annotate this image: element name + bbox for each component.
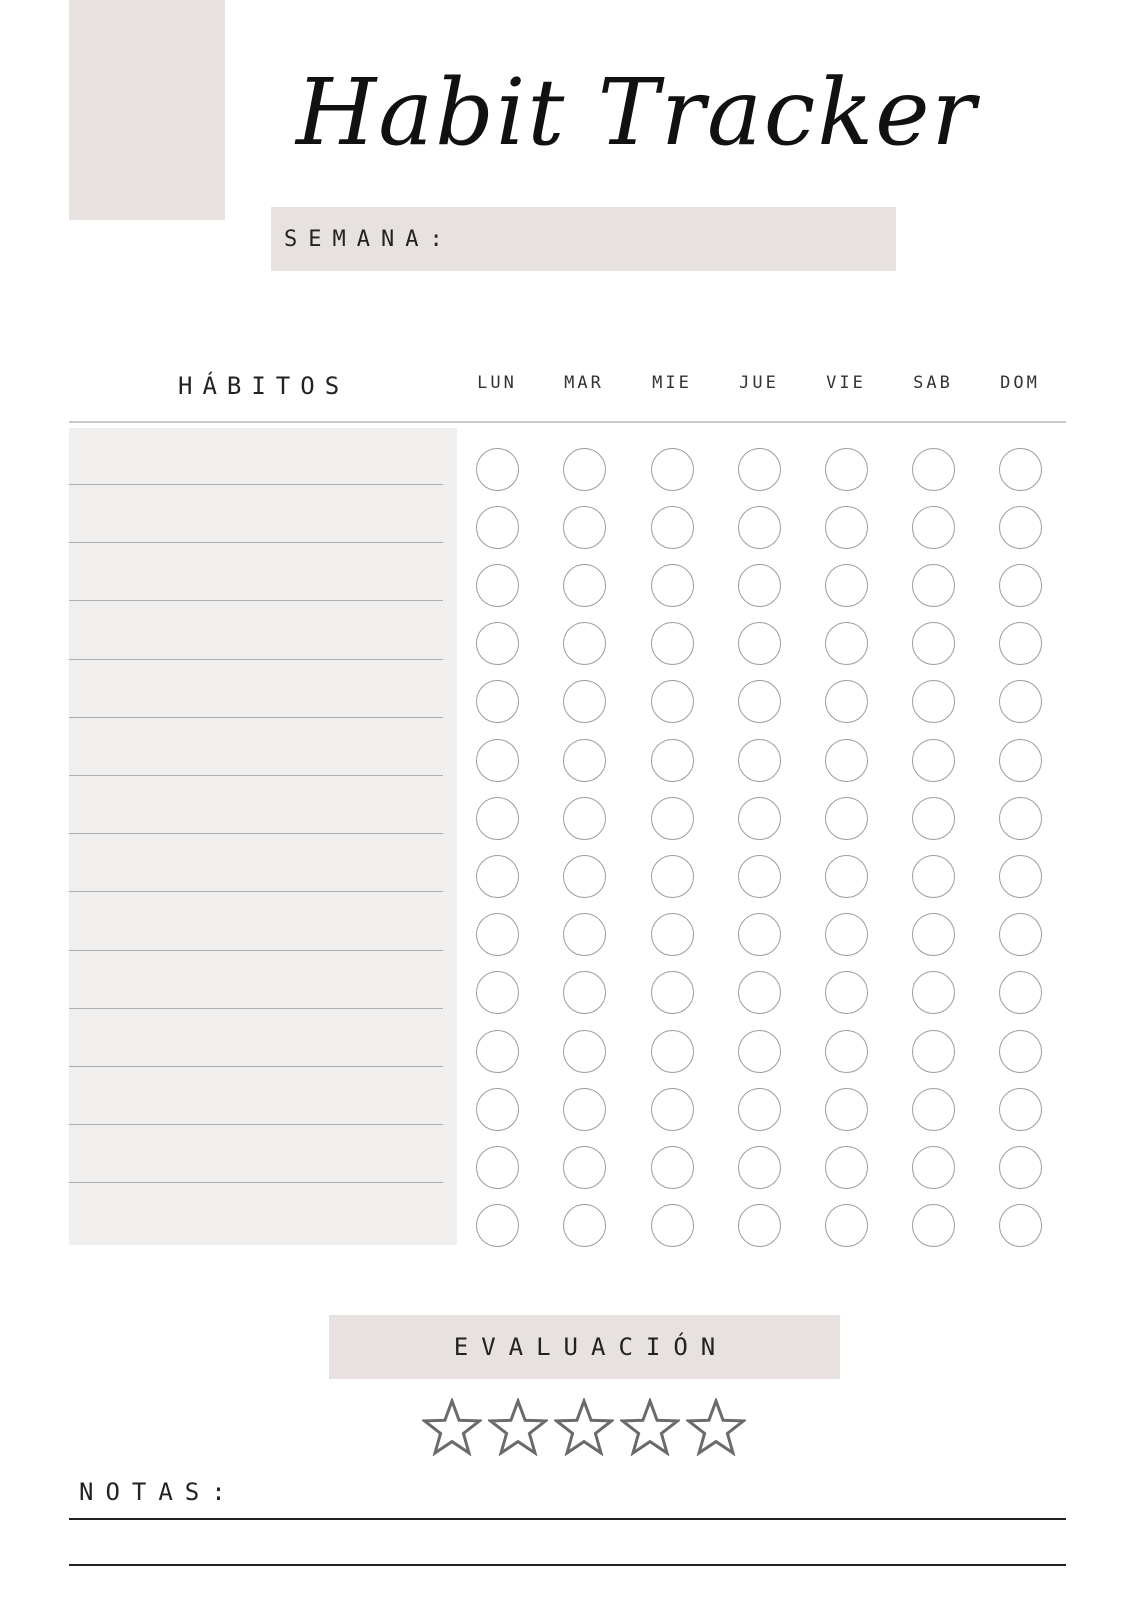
habit-check-vie-circle-icon[interactable]	[825, 855, 868, 898]
habit-check-vie-circle-icon[interactable]	[825, 1204, 868, 1247]
day-header-jue: JUE	[739, 373, 779, 393]
habit-check-lun-circle-icon[interactable]	[476, 1146, 519, 1189]
habit-input[interactable]	[75, 504, 439, 542]
habit-input[interactable]	[75, 970, 439, 1008]
habit-row	[69, 851, 443, 892]
habit-list-panel	[69, 428, 457, 1245]
habit-check-sab-circle-icon[interactable]	[912, 797, 955, 840]
habit-check-dom-circle-icon[interactable]	[999, 1204, 1042, 1247]
habit-row	[69, 444, 443, 485]
rating-star-icon[interactable]	[554, 1398, 614, 1456]
habit-check-lun-circle-icon[interactable]	[476, 448, 519, 491]
habit-check-vie-circle-icon[interactable]	[825, 971, 868, 1014]
habit-check-jue-circle-icon[interactable]	[738, 622, 781, 665]
habit-input[interactable]	[75, 853, 439, 891]
day-header-lun: LUN	[477, 373, 517, 393]
habit-check-mar-circle-icon[interactable]	[563, 855, 606, 898]
habit-check-vie-circle-icon[interactable]	[825, 1146, 868, 1189]
habit-check-mar-circle-icon[interactable]	[563, 1146, 606, 1189]
habit-check-sab-circle-icon[interactable]	[912, 1088, 955, 1131]
habit-check-mie-circle-icon[interactable]	[651, 971, 694, 1014]
habit-check-lun-circle-icon[interactable]	[476, 797, 519, 840]
habit-check-dom-circle-icon[interactable]	[999, 564, 1042, 607]
habit-input[interactable]	[75, 562, 439, 600]
habit-check-mar-circle-icon[interactable]	[563, 913, 606, 956]
habit-check-mie-circle-icon[interactable]	[651, 1204, 694, 1247]
habit-check-sab-circle-icon[interactable]	[912, 1030, 955, 1073]
day-headers	[452, 373, 1072, 403]
habit-check-lun-circle-icon[interactable]	[476, 622, 519, 665]
habit-check-sab-circle-icon[interactable]	[912, 1146, 955, 1189]
habit-check-dom-circle-icon[interactable]	[999, 506, 1042, 549]
habit-check-lun-circle-icon[interactable]	[476, 680, 519, 723]
habit-input[interactable]	[75, 737, 439, 775]
habit-row	[69, 793, 443, 834]
habit-input[interactable]	[75, 446, 439, 484]
habit-check-jue-circle-icon[interactable]	[738, 1146, 781, 1189]
habit-check-sab-circle-icon[interactable]	[912, 855, 955, 898]
habit-row	[69, 910, 443, 951]
notes-label: NOTAS:	[79, 1478, 238, 1506]
habit-input[interactable]	[75, 795, 439, 833]
habit-check-mar-circle-icon[interactable]	[563, 1030, 606, 1073]
habit-check-jue-circle-icon[interactable]	[738, 506, 781, 549]
habit-check-mar-circle-icon[interactable]	[563, 1088, 606, 1131]
habit-check-sab-circle-icon[interactable]	[912, 680, 955, 723]
habit-check-sab-circle-icon[interactable]	[912, 564, 955, 607]
habit-check-mie-circle-icon[interactable]	[651, 622, 694, 665]
habit-check-grid	[452, 428, 1072, 1258]
habit-input[interactable]	[75, 1203, 439, 1241]
habit-check-mie-circle-icon[interactable]	[651, 680, 694, 723]
habit-check-mie-circle-icon[interactable]	[651, 564, 694, 607]
habit-check-mar-circle-icon[interactable]	[563, 622, 606, 665]
habit-check-jue-circle-icon[interactable]	[738, 1088, 781, 1131]
habit-check-jue-circle-icon[interactable]	[738, 739, 781, 782]
rating-star-icon[interactable]	[686, 1398, 746, 1456]
habit-check-sab-circle-icon[interactable]	[912, 971, 955, 1014]
habit-check-jue-circle-icon[interactable]	[738, 680, 781, 723]
habit-check-mie-circle-icon[interactable]	[651, 448, 694, 491]
habit-check-vie-circle-icon[interactable]	[825, 680, 868, 723]
habit-check-sab-circle-icon[interactable]	[912, 506, 955, 549]
habit-check-dom-circle-icon[interactable]	[999, 797, 1042, 840]
habit-check-mar-circle-icon[interactable]	[563, 739, 606, 782]
habit-check-sab-circle-icon[interactable]	[912, 622, 955, 665]
habit-check-lun-circle-icon[interactable]	[476, 913, 519, 956]
habit-check-jue-circle-icon[interactable]	[738, 797, 781, 840]
habit-check-lun-circle-icon[interactable]	[476, 564, 519, 607]
habit-check-vie-circle-icon[interactable]	[825, 564, 868, 607]
habit-check-dom-circle-icon[interactable]	[999, 1088, 1042, 1131]
habit-check-jue-circle-icon[interactable]	[738, 564, 781, 607]
habit-check-mar-circle-icon[interactable]	[563, 564, 606, 607]
habit-check-vie-circle-icon[interactable]	[825, 913, 868, 956]
habit-check-vie-circle-icon[interactable]	[825, 506, 868, 549]
habit-check-mie-circle-icon[interactable]	[651, 739, 694, 782]
habit-check-mie-circle-icon[interactable]	[651, 913, 694, 956]
habit-check-lun-circle-icon[interactable]	[476, 739, 519, 782]
habit-check-vie-circle-icon[interactable]	[825, 622, 868, 665]
week-label: SEMANA:	[284, 226, 454, 252]
week-field-bar	[271, 207, 896, 271]
habit-check-mar-circle-icon[interactable]	[563, 506, 606, 549]
habit-check-vie-circle-icon[interactable]	[825, 1030, 868, 1073]
habit-check-dom-circle-icon[interactable]	[999, 1030, 1042, 1073]
habit-check-mar-circle-icon[interactable]	[563, 1204, 606, 1247]
rating-star-icon[interactable]	[488, 1398, 548, 1456]
habit-check-mar-circle-icon[interactable]	[563, 971, 606, 1014]
habit-check-dom-circle-icon[interactable]	[999, 971, 1042, 1014]
day-header-mar: MAR	[564, 373, 604, 393]
day-header-dom: DOM	[1000, 373, 1040, 393]
rating-star-icon[interactable]	[620, 1398, 680, 1456]
habit-check-lun-circle-icon[interactable]	[476, 855, 519, 898]
decorative-corner-block	[69, 0, 225, 220]
header-divider	[69, 421, 1066, 423]
habit-check-vie-circle-icon[interactable]	[825, 739, 868, 782]
habit-check-mie-circle-icon[interactable]	[651, 855, 694, 898]
habit-row	[69, 677, 443, 718]
habit-check-jue-circle-icon[interactable]	[738, 971, 781, 1014]
habit-row	[69, 1201, 443, 1241]
habit-check-dom-circle-icon[interactable]	[999, 680, 1042, 723]
habit-row	[69, 1026, 443, 1067]
habit-check-mie-circle-icon[interactable]	[651, 1088, 694, 1131]
habit-check-mie-circle-icon[interactable]	[651, 1030, 694, 1073]
notes-line	[69, 1564, 1066, 1566]
habit-check-vie-circle-icon[interactable]	[825, 797, 868, 840]
habit-check-jue-circle-icon[interactable]	[738, 448, 781, 491]
habit-check-lun-circle-icon[interactable]	[476, 1088, 519, 1131]
habit-check-mar-circle-icon[interactable]	[563, 448, 606, 491]
day-header-sab: SAB	[913, 373, 953, 393]
habit-input[interactable]	[75, 912, 439, 950]
evaluation-label: EVALUACIÓN	[453, 1333, 729, 1361]
evaluation-bar	[329, 1315, 840, 1379]
habit-input[interactable]	[75, 1086, 439, 1124]
habit-check-jue-circle-icon[interactable]	[738, 855, 781, 898]
habit-check-mie-circle-icon[interactable]	[651, 797, 694, 840]
habit-check-dom-circle-icon[interactable]	[999, 739, 1042, 782]
day-header-vie: VIE	[826, 373, 866, 393]
habit-check-dom-circle-icon[interactable]	[999, 622, 1042, 665]
habit-input[interactable]	[75, 679, 439, 717]
habit-check-lun-circle-icon[interactable]	[476, 971, 519, 1014]
rating-stars	[422, 1398, 752, 1456]
habit-check-jue-circle-icon[interactable]	[738, 1204, 781, 1247]
habit-row	[69, 1084, 443, 1125]
habit-input[interactable]	[75, 621, 439, 659]
rating-star-icon[interactable]	[422, 1398, 482, 1456]
habit-check-dom-circle-icon[interactable]	[999, 913, 1042, 956]
habit-check-lun-circle-icon[interactable]	[476, 1030, 519, 1073]
page-title: Habit Tracker	[296, 59, 978, 166]
habit-check-jue-circle-icon[interactable]	[738, 1030, 781, 1073]
habit-row	[69, 1142, 443, 1183]
habits-header: HÁBITOS	[178, 372, 350, 400]
week-input[interactable]	[454, 218, 884, 260]
habit-check-vie-circle-icon[interactable]	[825, 1088, 868, 1131]
habit-check-mar-circle-icon[interactable]	[563, 680, 606, 723]
habit-check-jue-circle-icon[interactable]	[738, 913, 781, 956]
habit-row	[69, 735, 443, 776]
habit-check-mie-circle-icon[interactable]	[651, 506, 694, 549]
habit-check-sab-circle-icon[interactable]	[912, 913, 955, 956]
habit-row	[69, 968, 443, 1009]
habit-check-dom-circle-icon[interactable]	[999, 1146, 1042, 1189]
habit-check-sab-circle-icon[interactable]	[912, 739, 955, 782]
habit-check-dom-circle-icon[interactable]	[999, 448, 1042, 491]
habit-input[interactable]	[75, 1028, 439, 1066]
day-header-mie: MIE	[652, 373, 692, 393]
habit-check-lun-circle-icon[interactable]	[476, 506, 519, 549]
habit-row	[69, 619, 443, 660]
habit-row	[69, 560, 443, 601]
habit-check-sab-circle-icon[interactable]	[912, 1204, 955, 1247]
notes-line	[69, 1518, 1066, 1520]
habit-check-mar-circle-icon[interactable]	[563, 797, 606, 840]
habit-check-lun-circle-icon[interactable]	[476, 1204, 519, 1247]
habit-check-dom-circle-icon[interactable]	[999, 855, 1042, 898]
habit-row	[69, 502, 443, 543]
habit-check-mie-circle-icon[interactable]	[651, 1146, 694, 1189]
habit-input[interactable]	[75, 1144, 439, 1182]
habit-check-vie-circle-icon[interactable]	[825, 448, 868, 491]
habit-check-sab-circle-icon[interactable]	[912, 448, 955, 491]
